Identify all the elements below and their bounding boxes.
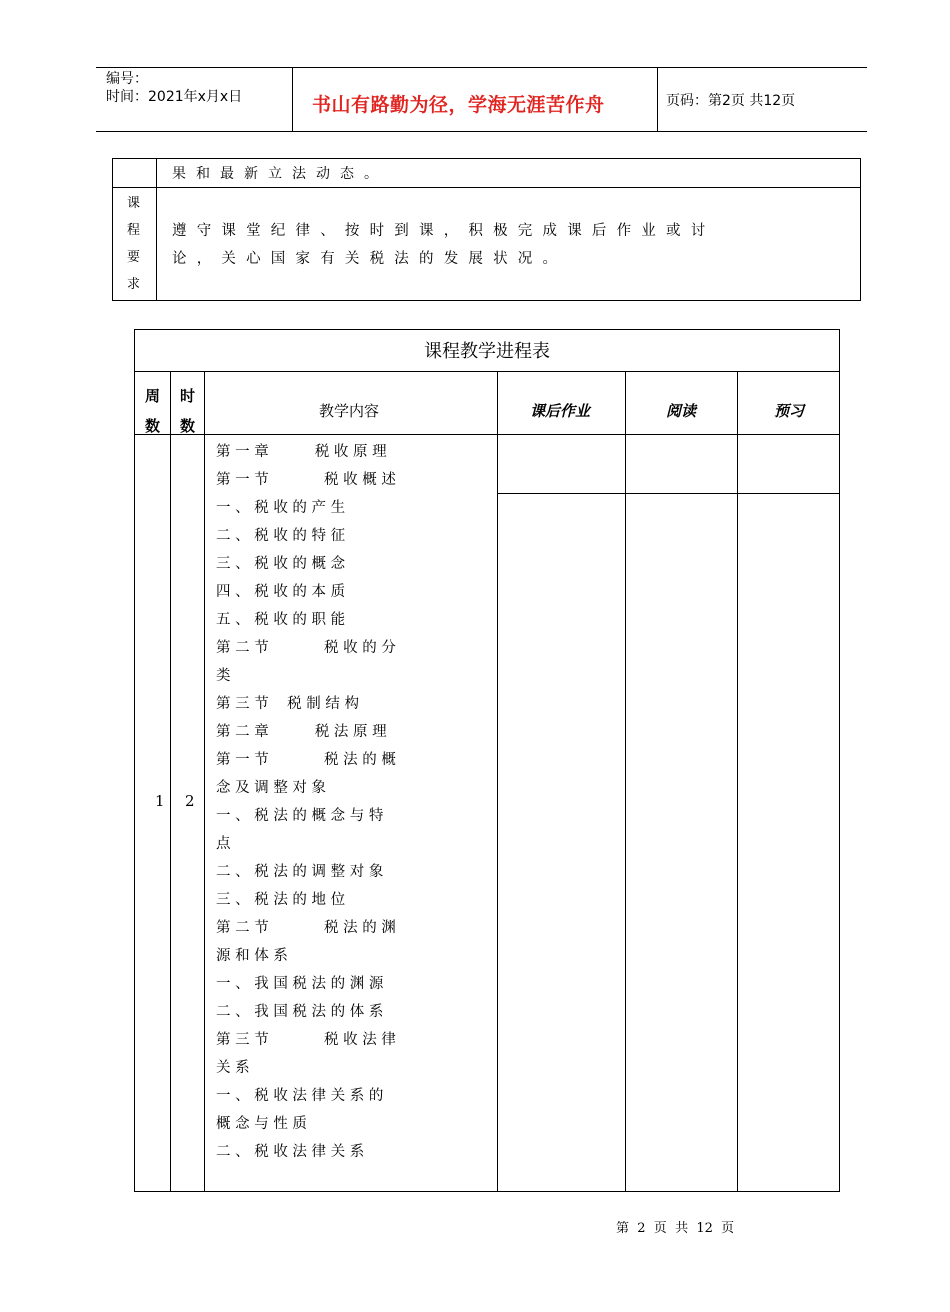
content-line: 四 、 税 收 的 本 质: [216, 584, 346, 600]
col-week-char: 周: [145, 387, 161, 405]
col-homework-header: 课后作业: [530, 402, 591, 420]
content-line: 二 、 税 收 的 特 征: [216, 528, 346, 544]
content-line: 第 二 节 税 收 的 分: [216, 640, 396, 656]
col-hours-char: 数: [180, 417, 196, 435]
header-top-rule: [96, 67, 867, 68]
col-week-char: 数: [145, 417, 161, 435]
content-line: 第 三 节 税 制 结 构: [216, 696, 359, 712]
schedule-bottom-border: [134, 1191, 840, 1192]
requirements-line-1: 遵守课堂纪律、按时到课，积极完成课后作业或讨: [172, 223, 716, 239]
schedule-header-divider: [134, 434, 840, 435]
content-line: 一 、 税 收 法 律 关 系 的: [216, 1088, 384, 1104]
schedule-title-divider: [134, 371, 840, 372]
requirements-label-char: 课: [127, 196, 141, 211]
content-line: 第 一 章 税 收 原 理: [216, 444, 387, 460]
schedule-sub-row-divider: [497, 493, 840, 494]
requirements-label-char: 要: [127, 250, 141, 265]
content-line: 五 、 税 收 的 职 能: [216, 612, 346, 628]
schedule-left-border: [134, 329, 135, 1191]
content-line: 一 、 税 法 的 概 念 与 特: [216, 808, 384, 824]
motto-text: 书山有路勤为径，学海无涯苦作舟: [312, 94, 605, 116]
col-reading-header: 阅读: [666, 402, 697, 420]
content-line: 类: [216, 668, 231, 684]
schedule-col-divider: [497, 371, 498, 1191]
content-line: 关 系: [216, 1060, 250, 1076]
col-preview-header: 预习: [774, 402, 805, 420]
content-line: 第 二 节 税 法 的 渊: [216, 920, 396, 936]
schedule-top-border: [134, 329, 840, 330]
header-divider-left: [292, 67, 293, 131]
date-label: 时间：2021年x月x日: [106, 89, 243, 105]
col-hours-char: 时: [180, 387, 196, 405]
schedule-title: 课程教学进程表: [424, 341, 550, 362]
page-info: 页码：第2页 共12页: [666, 93, 796, 109]
content-line: 二 、 我 国 税 法 的 体 系: [216, 1004, 384, 1020]
requirements-line-2: 论，关心国家有关税法的发展状况。: [172, 251, 568, 267]
requirements-label-char: 程: [127, 223, 141, 238]
content-line: 二 、 税 法 的 调 整 对 象: [216, 864, 384, 880]
header-divider-right: [657, 67, 658, 131]
week-value: 1: [155, 792, 165, 810]
content-line: 概 念 与 性 质: [216, 1116, 307, 1132]
schedule-col-divider: [737, 371, 738, 1191]
schedule-col-divider: [625, 371, 626, 1191]
content-line: 源 和 体 系: [216, 948, 288, 964]
serial-number-label: 编号：: [106, 71, 148, 87]
schedule-right-border: [839, 329, 840, 1191]
col-content-header: 教学内容: [319, 402, 380, 420]
info-table-col-divider: [156, 158, 157, 301]
hours-value: 2: [185, 792, 195, 810]
content-line: 点: [216, 836, 231, 852]
content-line: 一 、 税 收 的 产 生: [216, 500, 346, 516]
content-line: 念 及 调 整 对 象: [216, 780, 327, 796]
content-line: 一 、 我 国 税 法 的 渊 源: [216, 976, 384, 992]
page-footer: 第 2 页 共 12 页: [616, 1221, 735, 1236]
content-line: 第 三 节 税 收 法 律: [216, 1032, 396, 1048]
requirements-label-char: 求: [127, 277, 141, 292]
content-line: 第 一 节 税 收 概 述: [216, 472, 396, 488]
header-bottom-rule: [96, 131, 867, 132]
info-row1-text: 果和最新立法动态。: [172, 166, 388, 182]
content-line: 三 、 税 法 的 地 位: [216, 892, 346, 908]
content-line: 三 、 税 收 的 概 念: [216, 556, 346, 572]
schedule-col-divider: [204, 371, 205, 1191]
info-table-row-divider: [112, 187, 861, 188]
content-line: 二 、 税 收 法 律 关 系: [216, 1144, 365, 1160]
teaching-content-list: [216, 438, 491, 1166]
content-line: 第 一 节 税 法 的 概: [216, 752, 396, 768]
content-line: 第 二 章 税 法 原 理: [216, 724, 387, 740]
schedule-col-divider: [170, 371, 171, 1191]
